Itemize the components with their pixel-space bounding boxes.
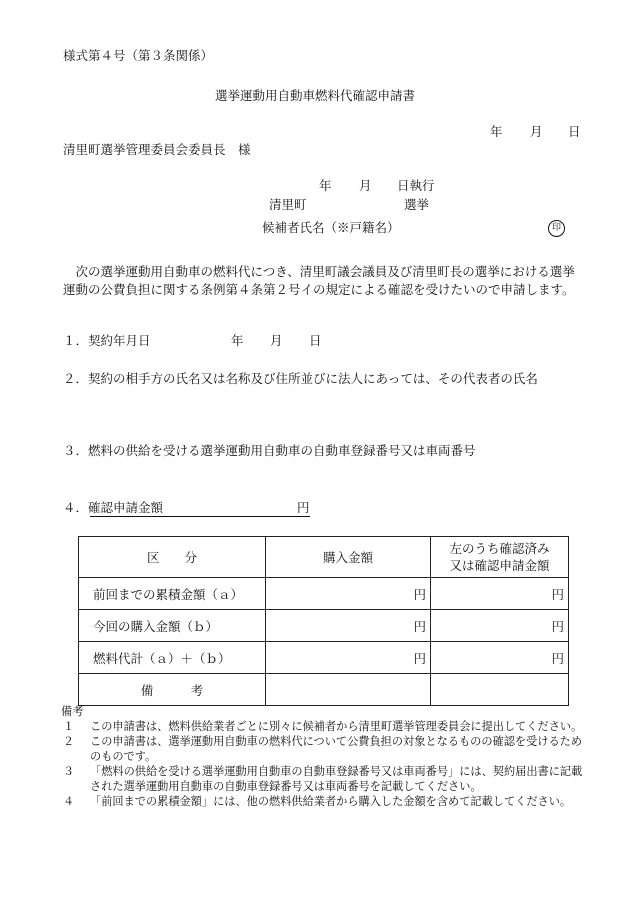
row-label-cumulative: 前回までの累積金額（ａ） xyxy=(79,578,266,610)
election-name: 選挙 xyxy=(404,197,430,212)
candidate-name-label: 候補者氏名（※戸籍名） xyxy=(262,220,400,235)
item-vehicle-number-label: ３．燃料の供給を受ける選挙運動用自動車の自動車登録番号又は車両番号 xyxy=(63,443,476,458)
note-text: 「前回までの累積金額」には、他の燃料供給業者から購入した金額を含めて記載してください。 xyxy=(90,795,572,808)
note-number: １ xyxy=(63,720,75,733)
note-number: ３ xyxy=(63,765,75,778)
item-contract-year: 年 xyxy=(231,333,244,348)
header-purchase-amount: 購入金額 xyxy=(266,537,431,578)
table-row xyxy=(79,674,569,706)
row-cumulative-purchase-unit: 円 xyxy=(266,578,431,610)
seal-mark: 印 xyxy=(548,220,565,237)
row-total-purchase-unit: 円 xyxy=(266,642,431,674)
item-amount-unit: 円 xyxy=(297,500,310,515)
row-label-current: 今回の購入金額（ｂ） xyxy=(79,610,266,642)
header-category: 区 分 xyxy=(79,537,266,578)
row-current-purchase-unit: 円 xyxy=(266,610,431,642)
amount-table xyxy=(78,536,569,706)
item-contract-month: 月 xyxy=(270,333,283,348)
note-number: ２ xyxy=(63,735,75,748)
item-contract-date-label: １．契約年月日 xyxy=(63,333,151,348)
application-statement: 次の選挙運動用自動車の燃料代につき、清里町議会議員及び清里町長の選挙における選挙運動の公費負担に関する条例第４条第２号イの規定による確認を受けたいので申請します。 xyxy=(63,264,575,297)
header-confirmed-amount xyxy=(431,537,569,578)
row-total-confirmed-unit: 円 xyxy=(431,642,569,674)
date-day: 日 xyxy=(568,124,581,139)
note-text: この申請書は、選挙運動用自動車の燃料代について公費負担の対象となるものの確認を受けるためのものです。 xyxy=(90,735,583,763)
row-label-total: 燃料代計（ａ）＋（ｂ） xyxy=(79,642,266,674)
election-year: 年 xyxy=(319,178,332,193)
note-item xyxy=(63,794,593,809)
addressee: 清里町選挙管理委員会委員長 様 xyxy=(63,142,251,157)
item-contract-day: 日 xyxy=(309,333,322,348)
item-counterparty-label: ２．契約の相手方の氏名又は名称及び住所並びに法人にあっては、その代表者の氏名 xyxy=(63,371,538,386)
form-number: 様式第４号（第３条関係） xyxy=(63,48,214,63)
header-confirmed-line2: 又は確認申請金額 xyxy=(449,558,550,573)
election-month: 月 xyxy=(359,178,372,193)
table-row xyxy=(79,642,569,674)
header-confirmed-line1: 左のうち確認済み xyxy=(449,541,550,556)
row-label-remarks: 備 考 xyxy=(79,674,266,706)
election-day: 日執行 xyxy=(397,178,435,193)
document-title: 選挙運動用自動車燃料代確認申請書 xyxy=(214,88,415,103)
row-cumulative-confirmed-unit: 円 xyxy=(431,578,569,610)
remarks-cell-3 xyxy=(431,674,569,706)
notes-section xyxy=(63,704,593,809)
note-item xyxy=(63,719,593,734)
amount-underline xyxy=(90,516,310,517)
election-town: 清里町 xyxy=(269,197,307,212)
notes-heading: 備考 xyxy=(61,705,84,718)
table-header-row xyxy=(79,537,569,578)
date-year: 年 xyxy=(490,124,503,139)
row-current-confirmed-unit: 円 xyxy=(431,610,569,642)
item-amount-label: ４．確認申請金額 xyxy=(63,500,164,515)
table-row xyxy=(79,610,569,642)
date-month: 月 xyxy=(530,124,543,139)
note-number: ４ xyxy=(63,795,75,808)
note-item xyxy=(63,734,593,764)
table-row xyxy=(79,578,569,610)
note-item xyxy=(63,764,593,794)
note-text: 「燃料の供給を受ける選挙運動用自動車の自動車登録番号又は車両番号」には、契約届出書に記載された選挙運動用自動車の自動車登録番号又は車両番号を記載してください。 xyxy=(90,765,583,793)
remarks-cell-2 xyxy=(266,674,431,706)
note-text: この申請書は、燃料供給業者ごとに別々に候補者から清里町選挙管理委員会に提出してください。 xyxy=(90,720,583,733)
